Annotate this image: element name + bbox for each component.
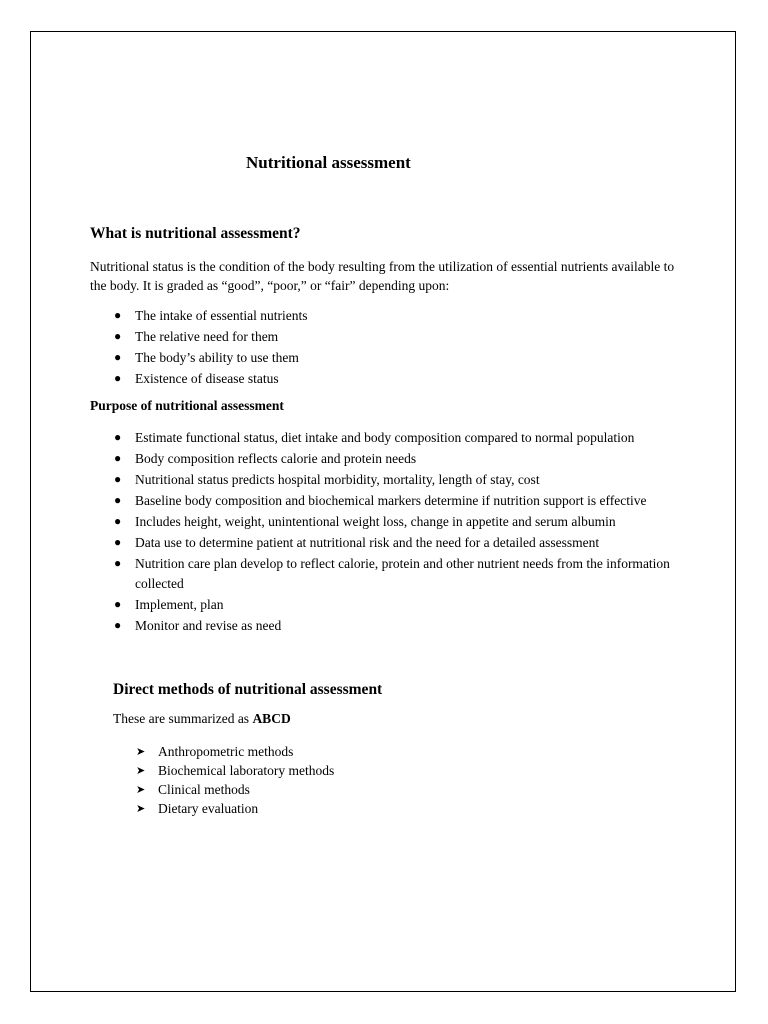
section-heading-purpose: Purpose of nutritional assessment <box>90 398 284 413</box>
list-item: ● Data use to determine patient at nutritional risk and the need for a detailed assessment <box>90 533 682 553</box>
bullet-icon: ● <box>114 430 122 444</box>
bullet-icon: ● <box>114 329 122 343</box>
bullet-icon: ● <box>114 596 122 611</box>
bullet-icon: ● <box>114 535 122 549</box>
direct-methods-list <box>113 742 513 818</box>
list-item: ● Baseline body composition and biochemical markers determine if nutrition support is effective <box>90 491 682 511</box>
direct-methods-intro: These are summarized as ABCD <box>113 711 291 726</box>
list-item: ● Nutrition care plan develop to reflect calorie, protein and other nutrient needs from the information collected <box>114 556 670 591</box>
bullet-icon: ● <box>114 472 122 486</box>
bullet-icon: ● <box>114 514 122 528</box>
bullet-icon: ● <box>114 451 122 465</box>
arrow-bullet-icon: ➤ <box>136 764 146 777</box>
definition-bullet-list <box>90 305 690 389</box>
bullet-icon: ● <box>114 350 122 364</box>
list-item: ➤ Dietary evaluation <box>136 801 259 816</box>
list-item: ● Implement, plan <box>90 595 682 615</box>
abcd-acronym: ABCD <box>252 711 291 726</box>
section-paragraph-definition: Nutritional status is the condition of the body resulting from the utilization of essential nutrients available to the body. It is graded as “good”, “poor,” or “fair” depending upon: <box>90 259 675 293</box>
list-item: ● The relative need for them <box>90 326 690 347</box>
list-item: ● Includes height, weight, unintentional weight loss, change in appetite and serum albumin <box>90 512 682 532</box>
section-heading-direct-methods: Direct methods of nutritional assessment <box>113 681 383 698</box>
bullet-icon: ● <box>114 556 122 570</box>
list-item: ● Estimate functional status, diet intake and body composition compared to normal population <box>90 428 682 448</box>
arrow-bullet-icon: ➤ <box>136 802 146 815</box>
list-item: ● The intake of essential nutrients <box>90 305 690 326</box>
bullet-icon: ● <box>114 308 122 322</box>
arrow-bullet-icon: ➤ <box>136 783 146 796</box>
list-item: ● Existence of disease status <box>90 368 690 389</box>
list-item: ➤ Biochemical laboratory methods <box>136 763 335 778</box>
list-item: ➤ Clinical methods <box>136 782 250 797</box>
bullet-icon: ● <box>114 371 122 385</box>
document-title: Nutritional assessment <box>246 153 411 172</box>
list-item: ● Body composition reflects calorie and protein needs <box>90 449 682 469</box>
arrow-bullet-icon: ➤ <box>136 745 146 758</box>
purpose-bullet-list <box>90 428 682 637</box>
list-item: ● Monitor and revise as need <box>90 616 682 636</box>
section-heading-what-is: What is nutritional assessment? <box>90 225 301 242</box>
list-item: ● Nutritional status predicts hospital morbidity, mortality, length of stay, cost <box>90 470 682 490</box>
bullet-icon: ● <box>114 617 122 632</box>
list-item: ➤ Anthropometric methods <box>136 744 294 759</box>
bullet-icon: ● <box>114 493 122 507</box>
list-item: ● The body’s ability to use them <box>90 347 690 368</box>
